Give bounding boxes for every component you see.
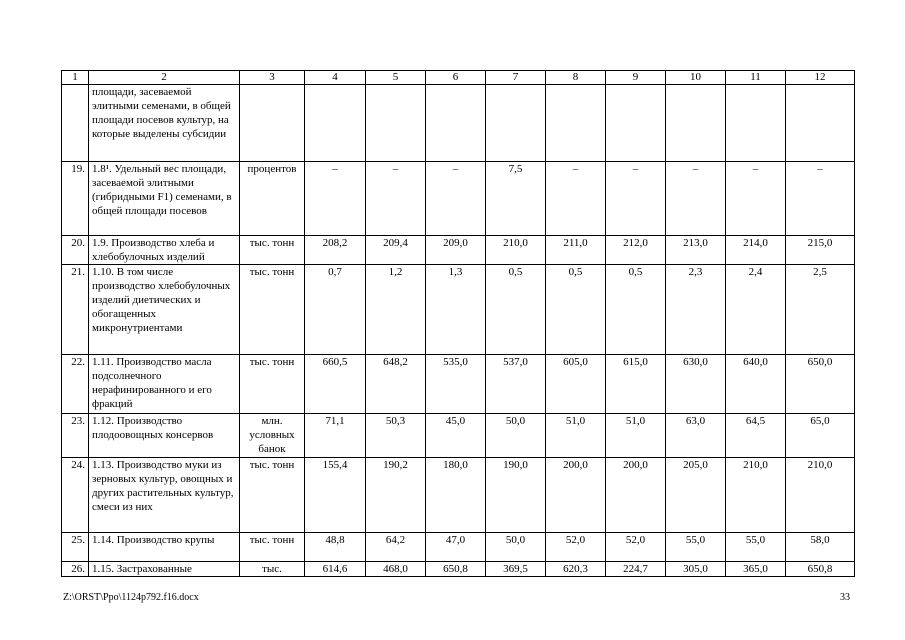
column-header: 6 — [426, 71, 486, 85]
value-cell: 209,0 — [426, 236, 486, 265]
data-table — [61, 70, 855, 577]
row-number: 19. — [62, 162, 89, 236]
value-cell: 537,0 — [486, 355, 546, 414]
value-cell — [426, 85, 486, 162]
value-cell: 45,0 — [426, 414, 486, 458]
value-cell: 52,0 — [546, 533, 606, 562]
table-row — [62, 236, 855, 265]
page-number: 33 — [840, 592, 850, 603]
table-row — [62, 85, 855, 162]
value-cell: 50,3 — [366, 414, 426, 458]
value-cell: – — [305, 162, 366, 236]
unit-cell: тыс. — [240, 562, 305, 577]
value-cell: 50,0 — [486, 533, 546, 562]
table-row — [62, 533, 855, 562]
value-cell — [305, 85, 366, 162]
column-header: 12 — [786, 71, 855, 85]
unit-cell: тыс. тонн — [240, 533, 305, 562]
column-header: 7 — [486, 71, 546, 85]
value-cell: – — [666, 162, 726, 236]
value-cell: 200,0 — [606, 458, 666, 533]
row-number: 26. — [62, 562, 89, 577]
value-cell: 50,0 — [486, 414, 546, 458]
value-cell: 224,7 — [606, 562, 666, 577]
column-header: 10 — [666, 71, 726, 85]
value-cell: 64,5 — [726, 414, 786, 458]
indicator-name: 1.15. Застрахованные — [89, 562, 240, 577]
value-cell: 660,5 — [305, 355, 366, 414]
value-cell: 52,0 — [606, 533, 666, 562]
value-cell: 615,0 — [606, 355, 666, 414]
value-cell: 55,0 — [666, 533, 726, 562]
value-cell: – — [726, 162, 786, 236]
table-body — [62, 71, 855, 577]
value-cell: 51,0 — [606, 414, 666, 458]
value-cell: 614,6 — [305, 562, 366, 577]
unit-cell: тыс. тонн — [240, 265, 305, 355]
value-cell: – — [426, 162, 486, 236]
value-cell: 0,5 — [486, 265, 546, 355]
value-cell: 640,0 — [726, 355, 786, 414]
indicator-name: 1.14. Производство крупы — [89, 533, 240, 562]
unit-cell: тыс. тонн — [240, 458, 305, 533]
column-header: 1 — [62, 71, 89, 85]
value-cell: 205,0 — [666, 458, 726, 533]
value-cell: 200,0 — [546, 458, 606, 533]
table-row — [62, 562, 855, 577]
value-cell: 650,0 — [786, 355, 855, 414]
table-row — [62, 458, 855, 533]
value-cell: 55,0 — [726, 533, 786, 562]
column-header: 11 — [726, 71, 786, 85]
indicator-name: 1.9. Производство хлеба и хлебобулочных изделий — [89, 236, 240, 265]
value-cell: 0,5 — [606, 265, 666, 355]
value-cell: 63,0 — [666, 414, 726, 458]
column-header: 9 — [606, 71, 666, 85]
value-cell: – — [786, 162, 855, 236]
value-cell: 605,0 — [546, 355, 606, 414]
value-cell: 7,5 — [486, 162, 546, 236]
value-cell — [786, 85, 855, 162]
row-number — [62, 85, 89, 162]
row-number: 24. — [62, 458, 89, 533]
value-cell: 365,0 — [726, 562, 786, 577]
value-cell: 71,1 — [305, 414, 366, 458]
unit-cell: млн. условных банок — [240, 414, 305, 458]
value-cell: 620,3 — [546, 562, 606, 577]
value-cell: 58,0 — [786, 533, 855, 562]
unit-cell: тыс. тонн — [240, 355, 305, 414]
value-cell: 369,5 — [486, 562, 546, 577]
value-cell: – — [366, 162, 426, 236]
value-cell: 190,2 — [366, 458, 426, 533]
table-row — [62, 265, 855, 355]
indicator-name: 1.11. Производство масла подсолнечного нерафинированного и его фракций — [89, 355, 240, 414]
value-cell — [486, 85, 546, 162]
value-cell: 535,0 — [426, 355, 486, 414]
value-cell — [666, 85, 726, 162]
value-cell: 65,0 — [786, 414, 855, 458]
row-number: 23. — [62, 414, 89, 458]
value-cell: 648,2 — [366, 355, 426, 414]
value-cell: 155,4 — [305, 458, 366, 533]
value-cell: 210,0 — [726, 458, 786, 533]
column-header: 5 — [366, 71, 426, 85]
value-cell: 190,0 — [486, 458, 546, 533]
column-header: 2 — [89, 71, 240, 85]
value-cell: 2,3 — [666, 265, 726, 355]
indicator-name: 1.13. Производство муки из зерновых культур, овощных и других растительных культур, смеси из них — [89, 458, 240, 533]
value-cell: 48,8 — [305, 533, 366, 562]
value-cell: 630,0 — [666, 355, 726, 414]
value-cell: – — [546, 162, 606, 236]
value-cell: 51,0 — [546, 414, 606, 458]
indicator-name: 1.10. В том числе производство хлебобулочных изделий диетических и обогащенных микронутриентами — [89, 265, 240, 355]
value-cell: 213,0 — [666, 236, 726, 265]
row-number: 25. — [62, 533, 89, 562]
row-number: 22. — [62, 355, 89, 414]
value-cell: 468,0 — [366, 562, 426, 577]
value-cell: 208,2 — [305, 236, 366, 265]
value-cell: – — [606, 162, 666, 236]
value-cell: 650,8 — [786, 562, 855, 577]
table-header-row — [62, 71, 855, 85]
value-cell: 1,2 — [366, 265, 426, 355]
row-number: 20. — [62, 236, 89, 265]
column-header: 4 — [305, 71, 366, 85]
value-cell: 215,0 — [786, 236, 855, 265]
value-cell: 211,0 — [546, 236, 606, 265]
table-row — [62, 355, 855, 414]
value-cell: 180,0 — [426, 458, 486, 533]
value-cell: 0,5 — [546, 265, 606, 355]
value-cell: 2,5 — [786, 265, 855, 355]
indicator-name: площади, засеваемой элитными семенами, в общей площади посевов культур, на которые выделены субсидии — [89, 85, 240, 162]
row-number: 21. — [62, 265, 89, 355]
value-cell: 209,4 — [366, 236, 426, 265]
value-cell: 210,0 — [486, 236, 546, 265]
value-cell: 650,8 — [426, 562, 486, 577]
value-cell: 2,4 — [726, 265, 786, 355]
indicator-name: 1.8¹. Удельный вес площади, засеваемой элитными (гибридными F1) семенами, в общей площади посевов — [89, 162, 240, 236]
value-cell: 64,2 — [366, 533, 426, 562]
unit-cell: процентов — [240, 162, 305, 236]
value-cell: 47,0 — [426, 533, 486, 562]
column-header: 8 — [546, 71, 606, 85]
file-path: Z:\ORST\Ppo\1124p792.f16.docx — [63, 592, 199, 603]
indicator-name: 1.12. Производство плодоовощных консервов — [89, 414, 240, 458]
column-header: 3 — [240, 71, 305, 85]
value-cell: 305,0 — [666, 562, 726, 577]
value-cell: 0,7 — [305, 265, 366, 355]
unit-cell: тыс. тонн — [240, 236, 305, 265]
value-cell — [546, 85, 606, 162]
unit-cell — [240, 85, 305, 162]
value-cell: 1,3 — [426, 265, 486, 355]
value-cell — [726, 85, 786, 162]
value-cell — [366, 85, 426, 162]
value-cell: 212,0 — [606, 236, 666, 265]
value-cell: 210,0 — [786, 458, 855, 533]
table-row — [62, 414, 855, 458]
value-cell: 214,0 — [726, 236, 786, 265]
table-row — [62, 162, 855, 236]
value-cell — [606, 85, 666, 162]
